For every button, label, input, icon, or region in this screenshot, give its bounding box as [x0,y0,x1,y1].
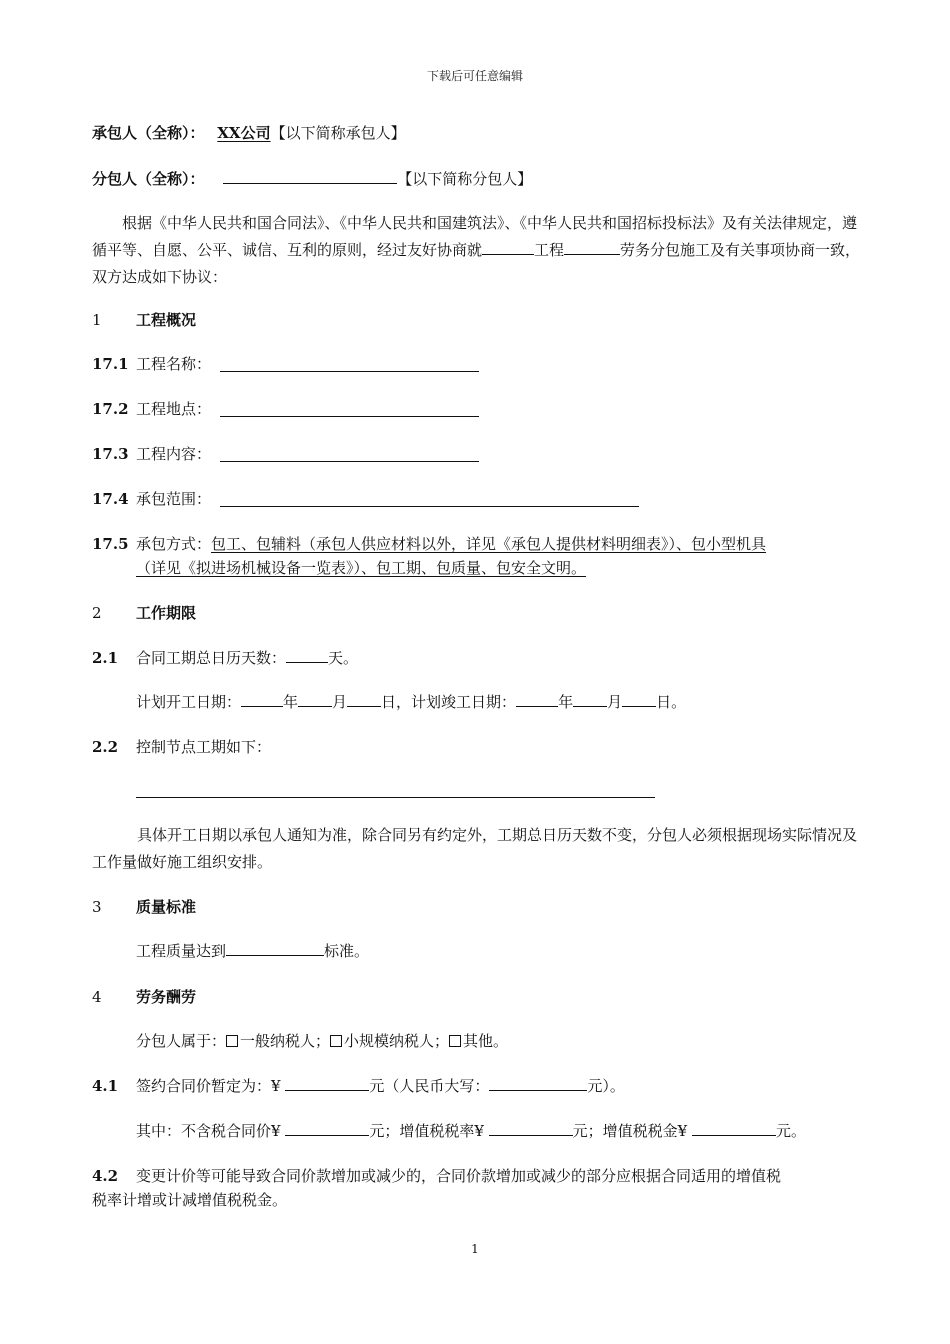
item-17-5-line-1 [136,534,766,554]
contractor-label: 承包人（全称）： [92,124,205,142]
intro-text-1: 根据《中华人民共和国合同法》、《中华人民共和国建筑法》、《中华人民共和国招标投标法》及有关法律规定，遵循平等、自愿、公平、诚信、互利的原则，经过友好协商就 [92,214,858,259]
item-17-4-label: 承包范围： [136,490,212,508]
total-days-blank[interactable] [286,648,328,663]
section-2-title: 工作期限 [136,604,197,622]
item-2-1-line [136,648,358,668]
project-type-blank[interactable] [564,240,620,255]
tax-detail-line [136,1121,806,1141]
section-1-number: 1 [92,311,102,329]
item-4-2-number: 4.2 [92,1167,119,1185]
subcontractor-name-blank[interactable] [223,169,397,184]
item-17-5-line-2: （详见《拟进场机械设备一览表》）、包工期、包质量、包安全文明。 [136,559,587,577]
section-2-number: 2 [92,604,102,622]
start-year-blank[interactable] [241,692,283,707]
section-4-title: 劳务酬劳 [136,988,197,1006]
project-name-blank[interactable] [482,240,534,255]
contract-price-words-blank[interactable] [489,1076,587,1091]
item-17-3-label: 工程内容： [136,445,212,463]
end-month-label: 月 [607,693,623,711]
end-day-label: 日。 [656,693,687,711]
item-2-2-number: 2.2 [92,738,119,756]
section-3-title: 质量标准 [136,898,197,916]
contract-scope-field[interactable] [220,506,639,507]
start-month-label: 月 [332,693,348,711]
milestone-schedule-field[interactable] [136,797,655,798]
taxpayer-label: 分包人属于： [136,1032,227,1050]
project-location-field[interactable] [220,416,479,417]
small-taxpayer-checkbox[interactable] [330,1035,342,1047]
item-2-1-text-b: 天。 [328,649,359,667]
vat-amount-label: 元；增值税税金¥ [572,1122,692,1140]
item-17-2-number: 17.2 [92,400,129,418]
small-taxpayer-label: 小规模纳税人； [344,1032,450,1050]
item-2-1-text-a: 合同工期总日历天数： [136,649,287,667]
item-17-2-label: 工程地点： [136,400,212,418]
item-17-3-number: 17.3 [92,445,129,463]
item-4-2-line-1: 变更计价等可能导致合同价款增加或减少的，合同价款增加或减少的部分应根据合同适用的增值税 [136,1167,782,1185]
intro-text-3: 劳务分包施工及有关事项协商一致，双方达成如下协议： [92,241,861,286]
section-3-number: 3 [92,898,102,916]
contract-price-label: 签约合同价暂定为：¥ [136,1077,286,1095]
section-4-number: 4 [92,988,102,1006]
plan-start-label: 计划开工日期： [136,693,242,711]
plan-dates-line [136,692,686,712]
taxpayer-line [136,1031,508,1051]
subcontractor-note: 【以下简称分包人】 [397,170,533,188]
section-1-title: 工程概况 [136,311,197,329]
project-name-field[interactable] [220,371,479,372]
end-year-blank[interactable] [516,692,558,707]
tax-detail-end: 元。 [775,1122,806,1140]
quality-text-b: 标准。 [324,942,370,960]
item-17-1-label: 工程名称： [136,355,212,373]
quality-standard-blank[interactable] [226,941,324,956]
subcontractor-line [92,169,532,189]
pre-tax-price-blank[interactable] [285,1121,369,1136]
quality-text-a: 工程质量达到 [136,942,227,960]
item-17-5-text-1: 包工、包辅料（承包人供应材料以外，详见《承包人提供材料明细表》）、包小型机具 [211,535,767,553]
contract-price-end: 元）。 [587,1077,625,1095]
end-day-blank[interactable] [622,692,656,707]
item-17-4-number: 17.4 [92,490,129,508]
contract-price-line [136,1076,625,1096]
contractor-note: 【以下简称承包人】 [270,124,406,142]
intro-text-2: 工程 [534,241,565,259]
vat-amount-blank[interactable] [692,1121,776,1136]
start-day-blank[interactable] [347,692,381,707]
contract-price-words-label: 元（人民币大写： [369,1077,490,1095]
item-17-1-number: 17.1 [92,355,129,373]
start-year-label: 年 [283,693,299,711]
plan-end-label: 日，计划竣工日期： [381,693,517,711]
item-4-2-line-2: 税率计增或计减增值税税金。 [92,1191,288,1209]
item-17-5-number: 17.5 [92,535,129,553]
contract-price-blank[interactable] [285,1076,369,1091]
item-17-5-label: 承包方式： [136,535,212,553]
quality-line [136,941,369,961]
contractor-line [92,123,406,143]
item-2-1-number: 2.1 [92,649,119,667]
vat-rate-blank[interactable] [489,1121,573,1136]
schedule-note: 具体开工日期以承包人通知为准，除合同另有约定外，工期总日历天数不变，分包人必须根据现场实际情况及工作量做好施工组织安排。 [92,826,858,871]
general-taxpayer-checkbox[interactable] [226,1035,238,1047]
other-taxpayer-label: 其他。 [463,1032,509,1050]
project-content-field[interactable] [220,461,479,462]
subcontractor-label: 分包人（全称）： [92,170,205,188]
other-taxpayer-checkbox[interactable] [449,1035,461,1047]
contractor-name: XX公司 [217,124,271,142]
end-year-label: 年 [558,693,574,711]
item-4-1-number: 4.1 [92,1077,119,1095]
start-month-blank[interactable] [298,692,332,707]
pre-tax-price-label: 其中：不含税合同价¥ [136,1122,286,1140]
vat-rate-label: 元；增值税税率¥ [369,1122,489,1140]
page-number: 1 [471,1242,479,1256]
general-taxpayer-label: 一般纳税人； [240,1032,331,1050]
intro-paragraph [92,210,862,291]
page-header: 下载后可任意编辑 [426,69,523,83]
end-month-blank[interactable] [573,692,607,707]
item-2-2-text: 控制节点工期如下： [136,738,272,756]
